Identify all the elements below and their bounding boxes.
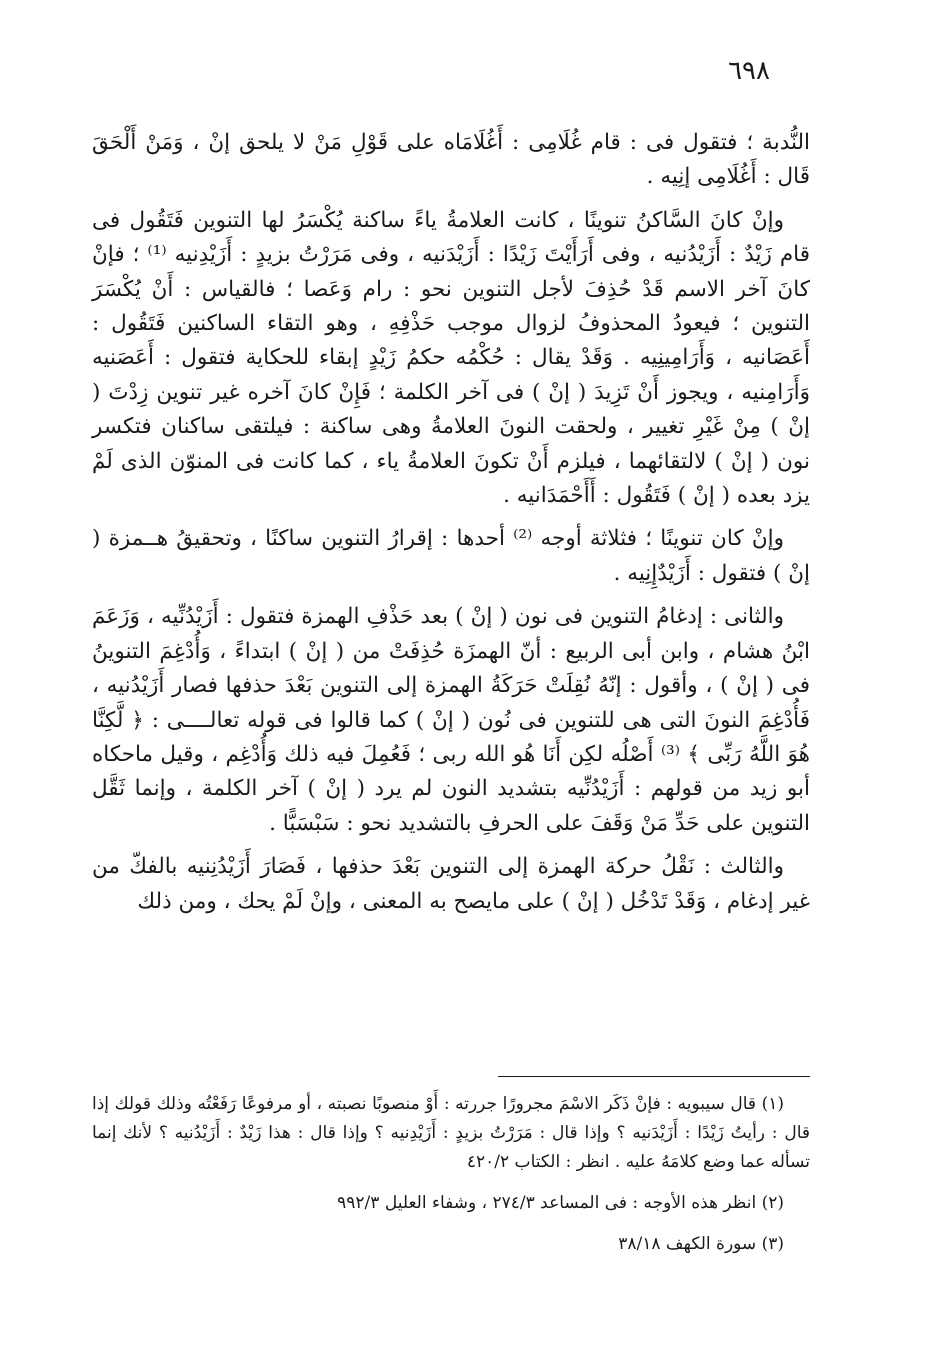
footnotes bbox=[92, 1090, 810, 1271]
footnote-2: (٢) انظر هذه الأوجه : فى المساعد ٢٧٤/٣ ، وشفاء العليل ٩٩٢/٣ bbox=[337, 1193, 784, 1213]
footnote-3: (٣) سورة الكهف ٣٨/١٨ bbox=[618, 1234, 784, 1254]
page-number: ٦٩٨ bbox=[728, 56, 770, 86]
paragraph-three-ways: وإنْ كان تنوينًا ؛ فثلاثة أوجه ⁽²⁾ أحدها : إقرارُ التنوين ساكنًا ، وتحقيقُ هــمزة ( إنْ ) فتقول : أَزَيْدٌإِنِيه . bbox=[92, 526, 810, 586]
paragraph-second-way: والثانى : إدغامُ التنوين فى نون ( إنْ ) بعد حَذْفِ الهمزة فتقول : أَزَيْدُنِّيه ، وَزَعَمَ ابْنُ هشام ، وابن أبى الربيع : أنّ الهمزَة حُذِفَتْ من ( إنْ ) ابتداءً ، وَأُدْغِمَ التنوينُ فى ( إنْ ) ، وأقول : إنّهُ نُقِلَتْ حَرَكَةُ الهمزة إلى التنوين بَعْدَ حذفها فصار أَزَيْدُنيه ، فَأُدْغِمَ النونَ التى هى للتنوين فى نُون ( إنْ ) كما قالوا فى قوله تعالــــى : ﴿ لَّكِنَّا هُوَ اللَّهُ رَبِّى ﴾ ⁽³⁾ أَصْلُه لكِن أَنَا هُو الله ربى ؛ فَعُمِلَ فيه ذلك وَأُدْغِم ، وقيل ماحكاه أبو زيد من قولهم : أَزَيْدُنِّيه بتشديد النون لم يرد ( إنْ ) آخر الكلمة ، وإنما ثَقَّل التنوين على حَدِّ مَنْ وَقَفَ على الحرفِ بالتشديد نحو : سَبْسَبًّا . bbox=[92, 604, 810, 836]
main-text bbox=[92, 126, 810, 928]
footnote-1: (١) قال سيبويه : فإنْ ذَكَر الاسْمَ مجرورًا جررته : أَوْ منصوبًا نصبته ، أو مرفوعًا رَفَعْتُه وذلك قولك إذا قال : رأيتُ زَيْدًا : أَزَيْدَنيه ؟ وإذا قال : مَرَرْتُ بزيدٍ : أَزَيْدِنيه ؟ وإذا قال : هذا زَيْدٌ : أَزَيْدُنيه ؟ لأنك إنما تسأله عما وضع كلامَهُ عليه . انظر : الكتاب ٤٢٠/٢ bbox=[92, 1094, 810, 1172]
paragraph-nudba: النُّدبة ؛ فتقول فى : قام غُلَامِى : أَغُلَامَاه على قَوْلِ مَنْ لا يلحق إنْ ، وَمَنْ أَلْحَقَ قَال : أَغُلَامِى إنِيه . bbox=[92, 130, 810, 190]
footnote-divider bbox=[498, 1076, 810, 1077]
paragraph-tanwin-sakin: وإنْ كانَ السَّاكنُ تنوينًا ، كانت العلامةُ ياءً ساكنة يُكْسَرُ لها التنوين فَتَقُول فى قام زَيْدٌ : أَزَيْدُنيه ، وفى أَرَأَيْتَ زَيْدًا : أَزَيْدَنيه ، وفى مَرَرْتُ بزيدٍ : أَزَيْدِنيه ⁽¹⁾ ؛ فإنْ كانَ آخر الاسم قَدْ حُذِفَ لأجل التنوين نحو : رام وَعَصا ؛ فالقياس : أَنْ يُكْسَرَ التنوين ؛ فيعودُ المحذوفُ لزوال موجب حَذْفِهِ ، وهو التقاء الساكنين فَتَقُول : أَعَصَانيه ، وَأَرَامِينِيه . وَقَدْ يقال : حُكْمُه حكمُ زَيْدٍ إبقاء للحكاية فتقول : أَعَصَنيه وَأَرَامِنيه ، ويجوز أَنْ تَزِيدَ ( إنْ ) فى آخر الكلمة ؛ فَإِنْ كانَ آخره غير تنوين زِدْتَ ( إنْ ) مِنْ غَيْرِ تغيير ، ولحقت النونَ العلامةُ وهى ساكنة : فيلتقى ساكنان فتكسر نون ( إنْ ) لالتقائهما ، فيلزم أَنْ تكونَ العلامةُ ياء ، كما كانت فى المنوّن الذى لَمْ يزد بعده ( إنْ ) فَتَقُول : أَأَحْمَدَانيه . bbox=[92, 207, 811, 509]
paragraph-third-way: والثالث : نَقْلُ حركة الهمزة إلى التنوين بَعْدَ حذفها ، فَصَارَ أَزَيْدُنِنيه بالفكّ من غير إدغام ، وَقَدْ تَدْخُل ( إنْ ) على مايصح به المعنى ، وإنْ لَمْ يحك ، ومن ذلك bbox=[92, 854, 810, 914]
